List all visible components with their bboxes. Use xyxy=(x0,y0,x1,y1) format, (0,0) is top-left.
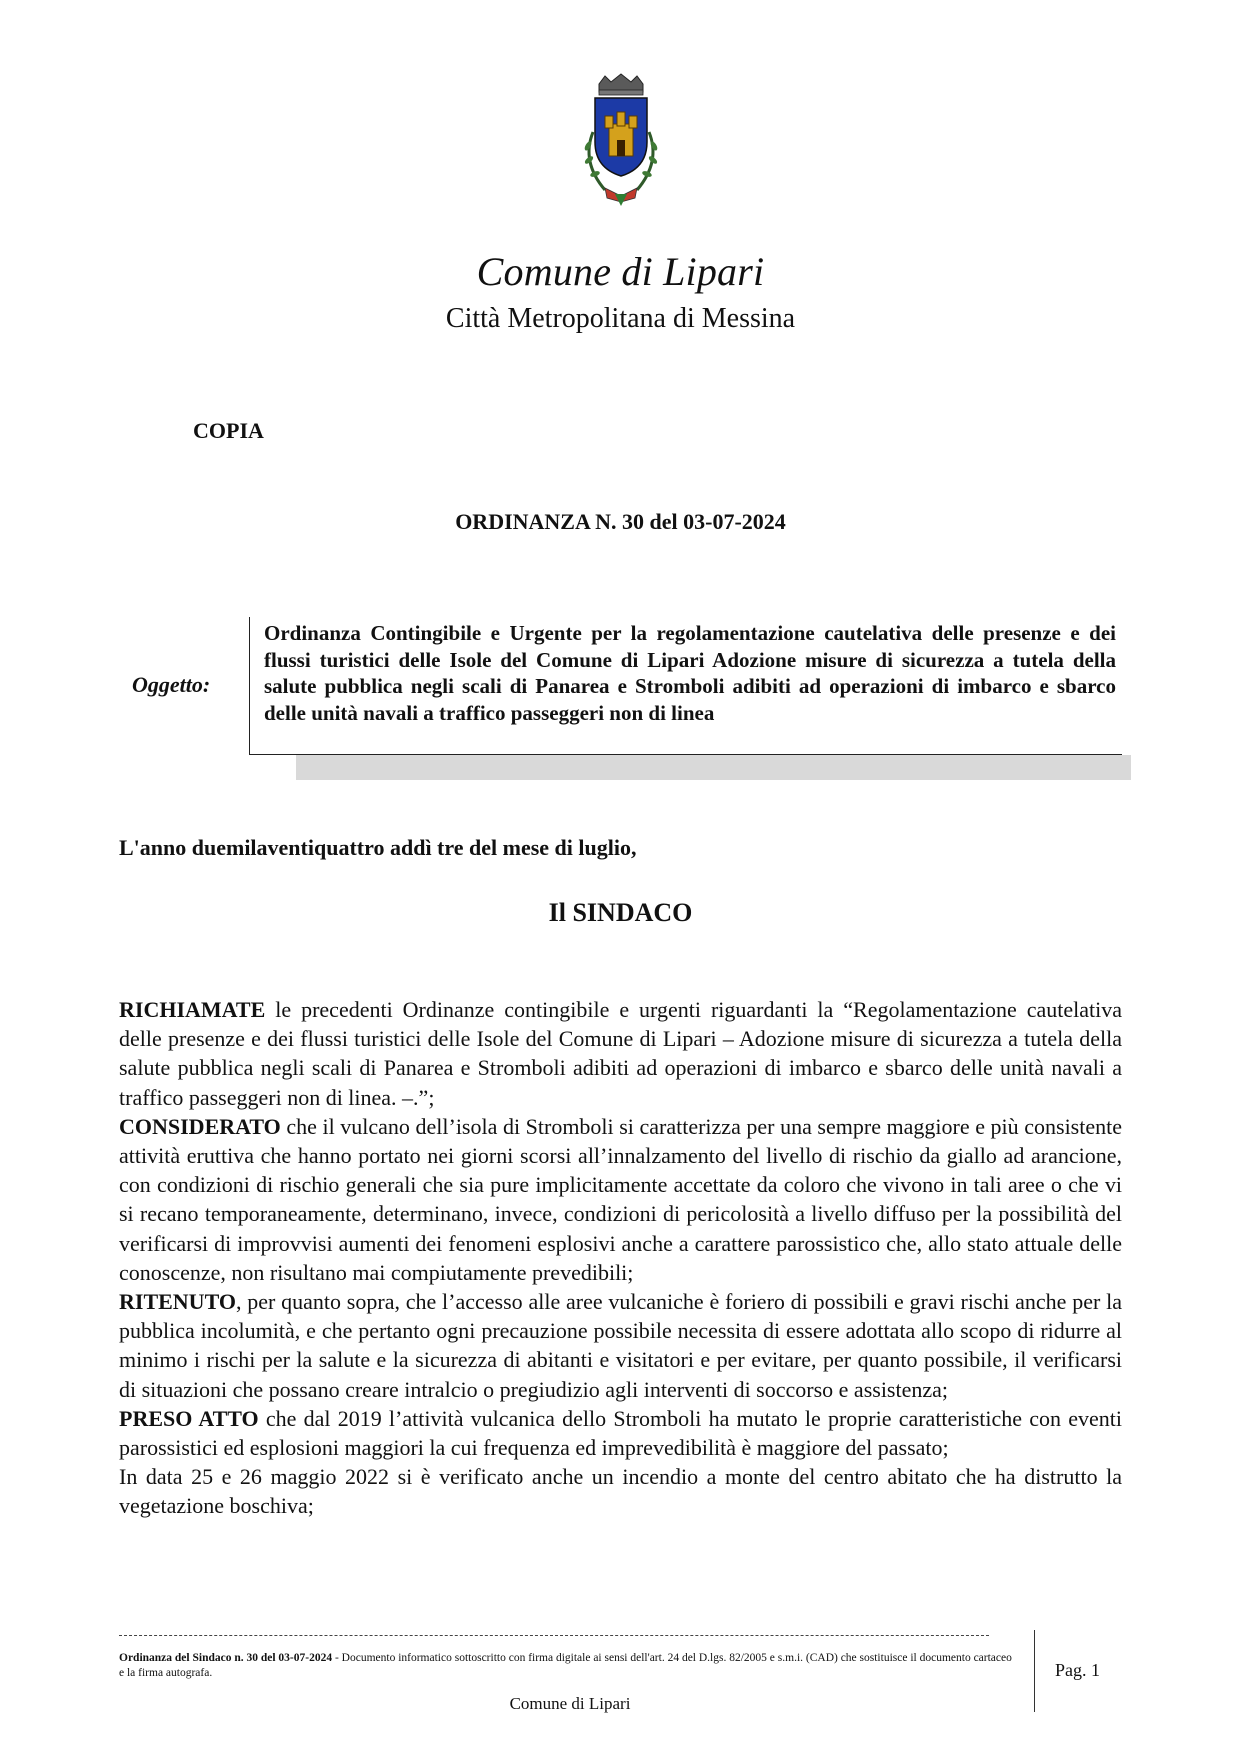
paragraph-lead: RITENUTO xyxy=(119,1289,236,1315)
footer-divider xyxy=(1034,1630,1035,1712)
ordinance-title: ORDINANZA N. 30 del 03-07-2024 xyxy=(455,509,786,534)
paragraph-considerato xyxy=(119,1112,1122,1287)
paragraph-in-data xyxy=(119,1462,1122,1520)
footer-rule xyxy=(119,1635,989,1636)
paragraph-text: che dal 2019 l’attività vulcanica dello Stromboli ha mutato le proprie caratteristiche con eventi parossistici ed esplosioni maggiori la cui frequenza ed imprevedibilità è maggiore del passato; xyxy=(119,1405,1123,1461)
footer-municipality: Comune di Lipari xyxy=(509,1694,631,1713)
paragraph-richiamate xyxy=(119,995,1122,1112)
ordinance-body xyxy=(119,995,1122,1521)
footer-note-text: - Documento informatico sottoscritto con firma digitale ai sensi dell'art. 24 del D.lgs. 82/2005 e s.m.i. (CAD) che sostituisce il documento cartaceo e la firma autografa. xyxy=(119,1652,1012,1679)
lipari-coat-of-arms-icon xyxy=(575,72,667,208)
paragraph-text: In data 25 e 26 maggio 2022 si è verificato anche un incendio a monte del centro abitato che ha distrutto la vegetazione boschiva; xyxy=(119,1464,1122,1519)
paragraph-text: che il vulcano dell’isola di Stromboli si caratterizza per una sempre maggiore e più consistente attività eruttiva che hanno portato nei giorni scorsi all’innalzamento del livello di rischio da giallo ad arancione, con condizioni di rischio generali che sia pure implicitamente accettate da coloro che vivono in tali aree o che vi si recano temporaneamente, determinano, invece, condizioni di pericolosità a livello diffuso per la possibilità del verificarsi di improvvisi aumenti dei fenomeni esplosivi anche a carattere parossistico che, allo stato attuale delle conoscenze, non risultano mai compiutamente prevedibili; xyxy=(119,1113,1122,1285)
paragraph-preso-atto xyxy=(119,1404,1122,1462)
subject-text: Ordinanza Contingibile e Urgente per la regolamentazione cautelativa delle presenze e dei flussi turistici delle Isole del Comune di Lipari Adozione misure di sicurezza a tutela della salute pubblica negli scali di Panarea e Stromboli adibiti ad operazioni di imbarco e sbarco delle unità navali a traffico passeggeri non di linea xyxy=(264,621,1116,725)
paragraph-lead: PRESO ATTO xyxy=(119,1405,259,1431)
copy-label: COPIA xyxy=(193,418,264,443)
subject-label: Oggetto: xyxy=(132,672,211,697)
paragraph-ritenuto xyxy=(119,1287,1122,1404)
footer-note xyxy=(119,1651,1014,1681)
page-number: Pag. 1 xyxy=(1055,1660,1100,1680)
mayor-heading: Il SINDACO xyxy=(548,898,693,927)
subject-shadow-bar xyxy=(296,755,1131,780)
footer-note-lead: Ordinanza del Sindaco n. 30 del 03-07-2024 xyxy=(119,1652,333,1664)
paragraph-text: , per quanto sopra, che l’accesso alle aree vulcaniche è foriero di possibili e gravi rischi anche per la pubblica incolumità, e che pertanto ogni precauzione possibile necessita di essere adottata allo scopo di ridurre al minimo i rischi per la salute e la sicurezza di abitanti e visitatori e per evitare, per quanto possibile, il verificarsi di situazioni che possano creare intralcio o pregiudizio agli interventi di soccorso e assistenza; xyxy=(119,1289,1122,1402)
paragraph-lead: CONSIDERATO xyxy=(119,1113,281,1139)
paragraph-lead: RICHIAMATE xyxy=(119,997,266,1022)
paragraph-text: le precedenti Ordinanze contingibile e urgenti riguardanti la “Regolamentazione cautelativa delle presenze e dei flussi turistici delle Isole del Comune di Lipari – Adozione misure di sicurezza a tutela della salute pubblica negli scali di Panarea e Stromboli adibiti ad operazioni di imbarco e sbarco delle unità navali a traffico passeggeri non di linea. –.”; xyxy=(119,997,1122,1110)
opening-line: L'anno duemilaventiquattro addì tre del mese di luglio, xyxy=(119,835,637,860)
city-subtitle: Città Metropolitana di Messina xyxy=(445,303,796,334)
municipality-title: Comune di Lipari xyxy=(476,249,765,294)
